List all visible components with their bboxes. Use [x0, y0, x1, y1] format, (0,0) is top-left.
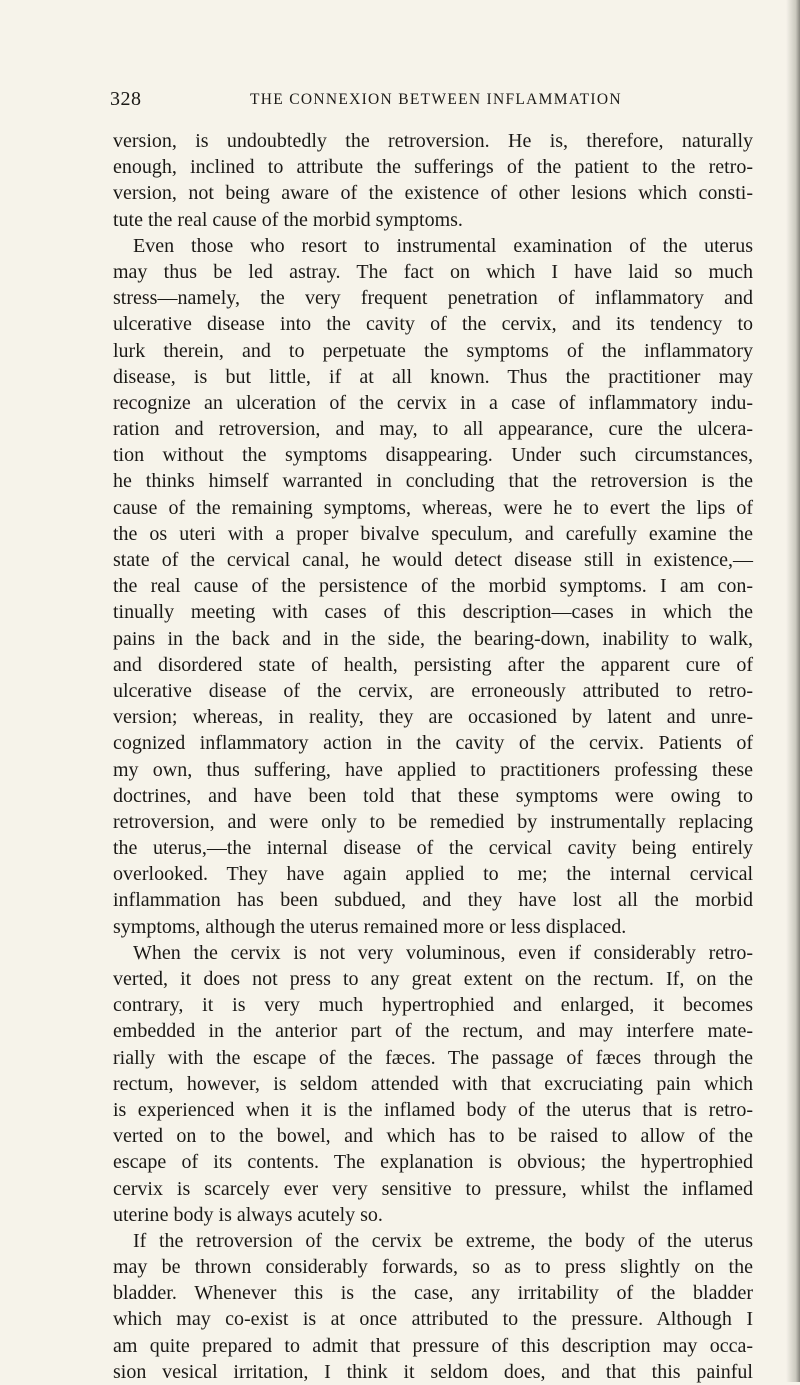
text-line: rially with the escape of the fæces. The passage of fæces through the: [113, 1046, 753, 1069]
text-line: uterine body is always acutely so.: [113, 1203, 383, 1226]
text-line: the real cause of the persistence of the morbid symptoms. I am con-: [113, 575, 753, 598]
page-edge-shadow: [786, 0, 800, 1382]
text-line: the uterus,—the internal disease of the cervical cavity being entirely: [113, 837, 753, 860]
text-line: cognized inflammatory action in the cavity of the cervix. Patients of: [113, 732, 753, 755]
text-line: ration and retroversion, and may, to all appearance, cure the ulcera-: [113, 418, 753, 441]
text-line: state of the cervical canal, he would detect disease still in existence,—: [113, 549, 753, 571]
text-line: is experienced when it is the inflamed body of the uterus that is retro-: [113, 1098, 753, 1121]
text-line: lurk therein, and to perpetuate the symptoms of the inflammatory: [113, 339, 753, 362]
text-line: doctrines, and have been told that these symptoms were owing to: [113, 784, 753, 807]
text-line: inflammation has been subdued, and they have lost all the morbid: [113, 889, 753, 912]
text-line: overlooked. They have again applied to me; the internal cervical: [113, 863, 753, 886]
body-text: [113, 128, 753, 1385]
text-line: cervix is scarcely ever very sensitive to pressure, whilst the inflamed: [113, 1177, 753, 1200]
text-line: When the cervix is not very voluminous, even if considerably retro-: [133, 941, 753, 964]
text-line: Even those who resort to instrumental examination of the uterus: [133, 234, 753, 257]
text-line: tinually meeting with cases of this description—cases in which the: [113, 601, 753, 624]
text-line: verted on to the bowel, and which has to be raised to allow of the: [113, 1125, 753, 1148]
text-line: recognize an ulceration of the cervix in a case of inflammatory indu-: [113, 391, 753, 414]
text-line: enough, inclined to attribute the sufferings of the patient to the retro-: [113, 156, 753, 179]
text-line: If the retroversion of the cervix be extreme, the body of the uterus: [133, 1229, 753, 1252]
text-line: retroversion, and were only to be remedied by instrumentally replacing: [113, 810, 753, 833]
page-header: [110, 88, 760, 114]
text-line: the os uteri with a proper bivalve speculum, and carefully examine the: [113, 522, 753, 545]
text-line: pains in the back and in the side, the bearing-down, inability to walk,: [113, 627, 753, 650]
text-line: he thinks himself warranted in concluding that the retroversion is the: [113, 470, 753, 493]
text-line: may be thrown considerably forwards, so as to press slightly on the: [113, 1256, 753, 1279]
text-line: rectum, however, is seldom attended with that excruciating pain which: [113, 1072, 753, 1095]
text-line: verted, it does not press to any great extent on the rectum. If, on the: [113, 968, 753, 990]
text-line: am quite prepared to admit that pressure of this description may occa-: [113, 1334, 753, 1357]
text-line: symptoms, although the uterus remained more or less displaced.: [113, 915, 627, 938]
text-line: ulcerative disease into the cavity of the cervix, and its tendency to: [113, 313, 753, 336]
text-line: tion without the symptoms disappearing. Under such circumstances,: [113, 444, 753, 467]
text-line: cause of the remaining symptoms, whereas, were he to evert the lips of: [113, 496, 753, 519]
text-line: sion vesical irritation, I think it seldom does, and that this painful: [113, 1360, 753, 1383]
text-line: version, is undoubtedly the retroversion. He is, therefore, naturally: [113, 130, 753, 152]
text-line: escape of its contents. The explanation is obvious; the hypertrophied: [113, 1151, 753, 1174]
text-line: which may co-exist is at once attributed to the pressure. Although I: [113, 1308, 753, 1331]
text-line: my own, thus suffering, have applied to practitioners professing these: [113, 758, 753, 781]
text-line: bladder. Whenever this is the case, any irritability of the bladder: [113, 1282, 753, 1305]
text-line: disease, is but little, if at all known. Thus the practitioner may: [113, 365, 753, 388]
text-line: version; whereas, in reality, they are occasioned by latent and unre-: [113, 706, 753, 729]
text-line: and disordered state of health, persisting after the apparent cure of: [113, 653, 753, 676]
text-line: contrary, it is very much hypertrophied and enlarged, it becomes: [113, 994, 753, 1017]
text-line: embedded in the anterior part of the rectum, and may interfere mate-: [113, 1020, 753, 1043]
text-line: tute the real cause of the morbid symptoms.: [113, 208, 463, 231]
text-line: stress—namely, the very frequent penetration of inflammatory and: [113, 287, 753, 310]
page-number: 328: [110, 88, 142, 110]
text-line: ulcerative disease of the cervix, are erroneously attributed to retro-: [113, 679, 753, 702]
running-title: THE CONNEXION BETWEEN INFLAMMATION: [250, 91, 622, 108]
text-line: may thus be led astray. The fact on which I have laid so much: [113, 260, 753, 283]
text-line: version, not being aware of the existence of other lesions which consti-: [113, 182, 753, 205]
